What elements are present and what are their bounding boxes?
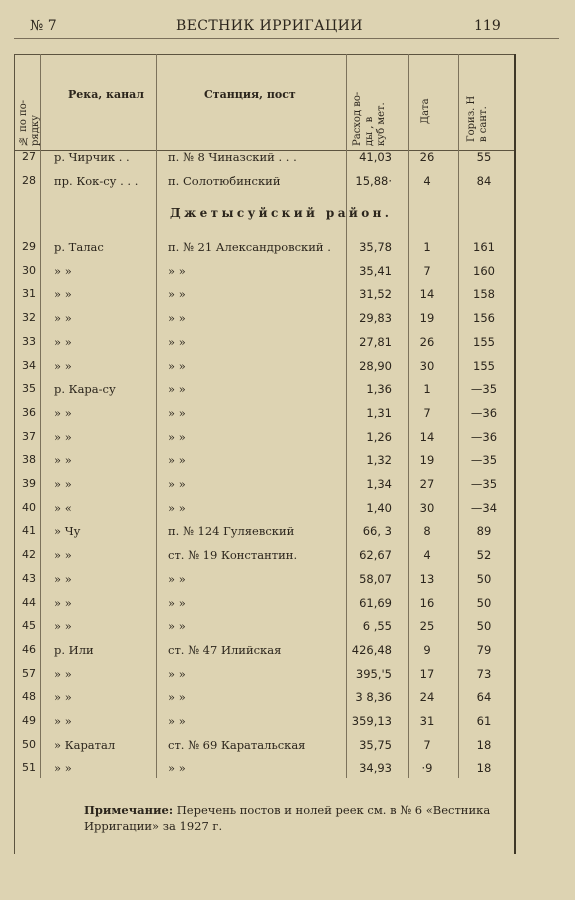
page-header [0, 14, 575, 38]
table-row [0, 475, 520, 495]
cell-station: » » [168, 595, 186, 610]
cell-flow: 35,78 [359, 240, 392, 254]
cell-river: » » [54, 311, 72, 326]
table-row [0, 262, 520, 282]
journal-title: ВЕСТНИК ИРРИГАЦИИ [176, 18, 363, 34]
cell-num: 27 [22, 150, 36, 163]
table-row [0, 404, 520, 424]
cell-num: 35 [22, 382, 36, 396]
cell-flow: 15,88· [355, 174, 392, 188]
table-row [0, 428, 520, 448]
section-title: Джетысуйский район. [170, 206, 393, 220]
cell-date: 25 [419, 619, 435, 634]
cell-date: 19 [419, 311, 435, 326]
cell-date: 1 [423, 240, 431, 254]
cell-num: 40 [22, 500, 36, 514]
cell-river: » « [54, 500, 72, 515]
cell-level: 18 [476, 737, 492, 752]
table-top-rule [14, 54, 514, 55]
cell-flow: 1,36 [366, 382, 392, 397]
cell-river: » Каратал [54, 737, 116, 752]
cell-station: » » [168, 453, 186, 468]
cell-level: —35 [470, 382, 498, 397]
cell-station: » » [168, 263, 186, 278]
cell-station: » » [168, 405, 186, 420]
cell-num: 34 [22, 358, 36, 372]
cell-level: 84 [476, 174, 492, 188]
header-flow: Расход во- ды , в куб мет. [352, 91, 387, 146]
cell-level: —36 [470, 405, 498, 420]
cell-level: —35 [470, 453, 498, 468]
cell-level: 50 [476, 619, 492, 634]
cell-num: 42 [22, 548, 36, 562]
cell-num: 50 [22, 737, 36, 751]
table-row [0, 380, 520, 400]
cell-num: 43 [22, 571, 36, 585]
cell-num: 33 [22, 334, 36, 348]
cell-date: 7 [423, 737, 431, 752]
issue-number: № 7 [30, 18, 57, 34]
cell-date: 4 [423, 174, 431, 188]
table-row [0, 641, 520, 661]
cell-station: » » [168, 429, 186, 444]
table-row [0, 172, 520, 192]
header-date: Дата [420, 98, 431, 124]
cell-river: » » [54, 595, 72, 610]
cell-river: » » [54, 761, 72, 776]
cell-level: 64 [476, 690, 492, 705]
cell-river: пр. Кок-су . . . [54, 174, 139, 188]
cell-level: 50 [476, 595, 492, 610]
cell-station: п. № 8 Чиназский . . . [168, 150, 297, 164]
cell-station: ст. № 47 Илийская [168, 642, 282, 657]
cell-date: 19 [419, 453, 435, 468]
table-row [0, 451, 520, 471]
cell-num: 38 [22, 453, 36, 467]
cell-date: 31 [419, 714, 435, 728]
cell-level: 160 [473, 263, 495, 278]
table-row [0, 759, 520, 779]
footnote-label: Примечание: [84, 803, 174, 817]
cell-num: 49 [22, 714, 36, 727]
cell-station: » » [168, 571, 186, 586]
cell-station: ст. № 69 Каратальская [168, 737, 306, 752]
cell-flow: 62,67 [359, 548, 392, 563]
cell-river: » » [54, 453, 72, 468]
cell-flow: 34,93 [359, 761, 392, 776]
cell-level: 52 [476, 548, 492, 563]
page-number: 119 [474, 18, 501, 34]
table-row [0, 522, 520, 542]
cell-num: 28 [22, 174, 36, 187]
cell-level: 161 [473, 240, 495, 254]
cell-flow: 1,31 [366, 405, 392, 420]
cell-flow: 61,69 [359, 595, 392, 610]
cell-date: 26 [419, 334, 435, 349]
cell-flow: 1,40 [366, 500, 392, 515]
table-row [0, 594, 520, 614]
table-row [0, 357, 520, 377]
cell-date: 7 [423, 263, 431, 278]
cell-flow: 6 ,55 [362, 619, 392, 634]
table-row [0, 665, 520, 685]
cell-river: р. Или [54, 642, 94, 657]
cell-num: 57 [22, 666, 36, 680]
cell-num: 31 [22, 287, 36, 301]
header-num: № по по- рядку [18, 99, 41, 146]
cell-flow: 29,83 [359, 311, 392, 326]
cell-station: » » [168, 287, 186, 302]
cell-num: 30 [22, 263, 36, 277]
cell-station: » » [168, 500, 186, 515]
cell-num: 44 [22, 595, 36, 609]
cell-date: 14 [419, 287, 435, 302]
cell-river: » » [54, 358, 72, 373]
cell-river: » » [54, 619, 72, 634]
cell-station: » » [168, 666, 186, 681]
cell-num: 37 [22, 429, 36, 443]
cell-flow: 31,52 [359, 287, 392, 302]
cell-station: п. № 21 Александровский . [168, 240, 331, 254]
cell-date: 24 [419, 690, 435, 705]
cell-num: 48 [22, 690, 36, 704]
table-row [0, 712, 520, 732]
table-row [0, 617, 520, 637]
cell-level: 158 [473, 287, 495, 302]
cell-station: » » [168, 619, 186, 634]
cell-date: 17 [419, 666, 435, 681]
header-rule [14, 38, 559, 39]
cell-flow: 41,03 [359, 150, 392, 164]
cell-station: » » [168, 714, 186, 728]
cell-station: п. № 124 Гуляевский [168, 524, 295, 539]
header-river: Река, канал [68, 88, 145, 101]
table-row [0, 688, 520, 708]
cell-river: » » [54, 334, 72, 349]
cell-num: 51 [22, 761, 36, 775]
cell-flow: 1,26 [366, 429, 392, 444]
cell-num: 39 [22, 477, 36, 490]
cell-date: 26 [419, 150, 435, 164]
cell-flow: 28,90 [359, 358, 392, 373]
cell-river: р. Кара-су [54, 382, 116, 397]
header-station: Станция, пост [204, 88, 296, 101]
cell-station: п. Солотюбинский [168, 174, 281, 188]
cell-flow: 426,48 [351, 642, 392, 657]
cell-num: 45 [22, 619, 36, 633]
cell-river: » » [54, 571, 72, 586]
cell-river: » » [54, 263, 72, 278]
cell-date: 13 [419, 571, 435, 586]
cell-river: » » [54, 477, 72, 491]
cell-num: 32 [22, 311, 36, 325]
cell-level: 155 [473, 334, 495, 349]
table-row [0, 309, 520, 329]
cell-num: 29 [22, 240, 36, 253]
cell-river: р. Чирчик . . [54, 150, 130, 164]
table-row [0, 148, 520, 168]
cell-date: ·9 [421, 761, 433, 776]
cell-date: 27 [419, 477, 435, 491]
cell-date: 30 [419, 358, 435, 373]
cell-station: » » [168, 382, 186, 397]
cell-flow: 35,41 [359, 263, 392, 278]
cell-date: 9 [423, 642, 431, 657]
footnote-text: Перечень постов и нолей реек см. в № 6 «Вестника Ирригации» за 1927 г. [84, 803, 491, 833]
cell-river: » Чу [54, 524, 81, 539]
cell-station: » » [168, 334, 186, 349]
cell-station: » » [168, 690, 186, 705]
cell-river: » » [54, 714, 72, 728]
cell-river: р. Талас [54, 240, 104, 254]
cell-num: 41 [22, 524, 36, 538]
table-row [0, 736, 520, 756]
cell-flow: 359,13 [351, 714, 392, 728]
cell-flow: 1,34 [366, 477, 392, 491]
cell-river: » » [54, 690, 72, 705]
cell-flow: 58,07 [359, 571, 392, 586]
cell-level: 155 [473, 358, 495, 373]
cell-level: —34 [470, 500, 498, 515]
cell-level: 79 [476, 642, 492, 657]
cell-level: 89 [476, 524, 492, 539]
cell-level: 55 [476, 150, 492, 164]
cell-date: 7 [423, 405, 431, 420]
cell-date: 16 [419, 595, 435, 610]
cell-date: 4 [423, 548, 431, 563]
cell-station: » » [168, 761, 186, 776]
cell-level: —35 [470, 477, 498, 491]
cell-level: 61 [476, 714, 492, 728]
cell-level: 50 [476, 571, 492, 586]
table-row [0, 570, 520, 590]
cell-station: » » [168, 477, 186, 491]
table-row [0, 285, 520, 305]
cell-flow: 27,81 [359, 334, 392, 349]
cell-level: 18 [476, 761, 492, 776]
cell-station: ст. № 19 Константин. [168, 548, 298, 563]
cell-flow: 35,75 [359, 737, 392, 752]
table-row [0, 499, 520, 519]
cell-date: 8 [423, 524, 431, 539]
table-row [0, 238, 520, 258]
cell-station: » » [168, 311, 186, 326]
cell-river: » » [54, 287, 72, 302]
cell-level: 73 [476, 666, 492, 681]
footnote [84, 802, 504, 834]
cell-river: » » [54, 548, 72, 563]
cell-date: 14 [419, 429, 435, 444]
cell-date: 30 [419, 500, 435, 515]
cell-num: 36 [22, 405, 36, 419]
table-row [0, 546, 520, 566]
cell-flow: 66, 3 [362, 524, 392, 539]
cell-flow: 395,'5 [355, 666, 392, 681]
cell-date: 1 [423, 382, 431, 397]
cell-station: » » [168, 358, 186, 373]
cell-level: 156 [473, 311, 495, 326]
cell-flow: 3 8,36 [355, 690, 392, 705]
header-level: Гориз. Н в сант. [466, 95, 489, 142]
cell-num: 46 [22, 642, 36, 656]
cell-flow: 1,32 [366, 453, 392, 468]
cell-river: » » [54, 666, 72, 681]
cell-river: » » [54, 405, 72, 420]
cell-level: —36 [470, 429, 498, 444]
cell-river: » » [54, 429, 72, 444]
table-row [0, 333, 520, 353]
